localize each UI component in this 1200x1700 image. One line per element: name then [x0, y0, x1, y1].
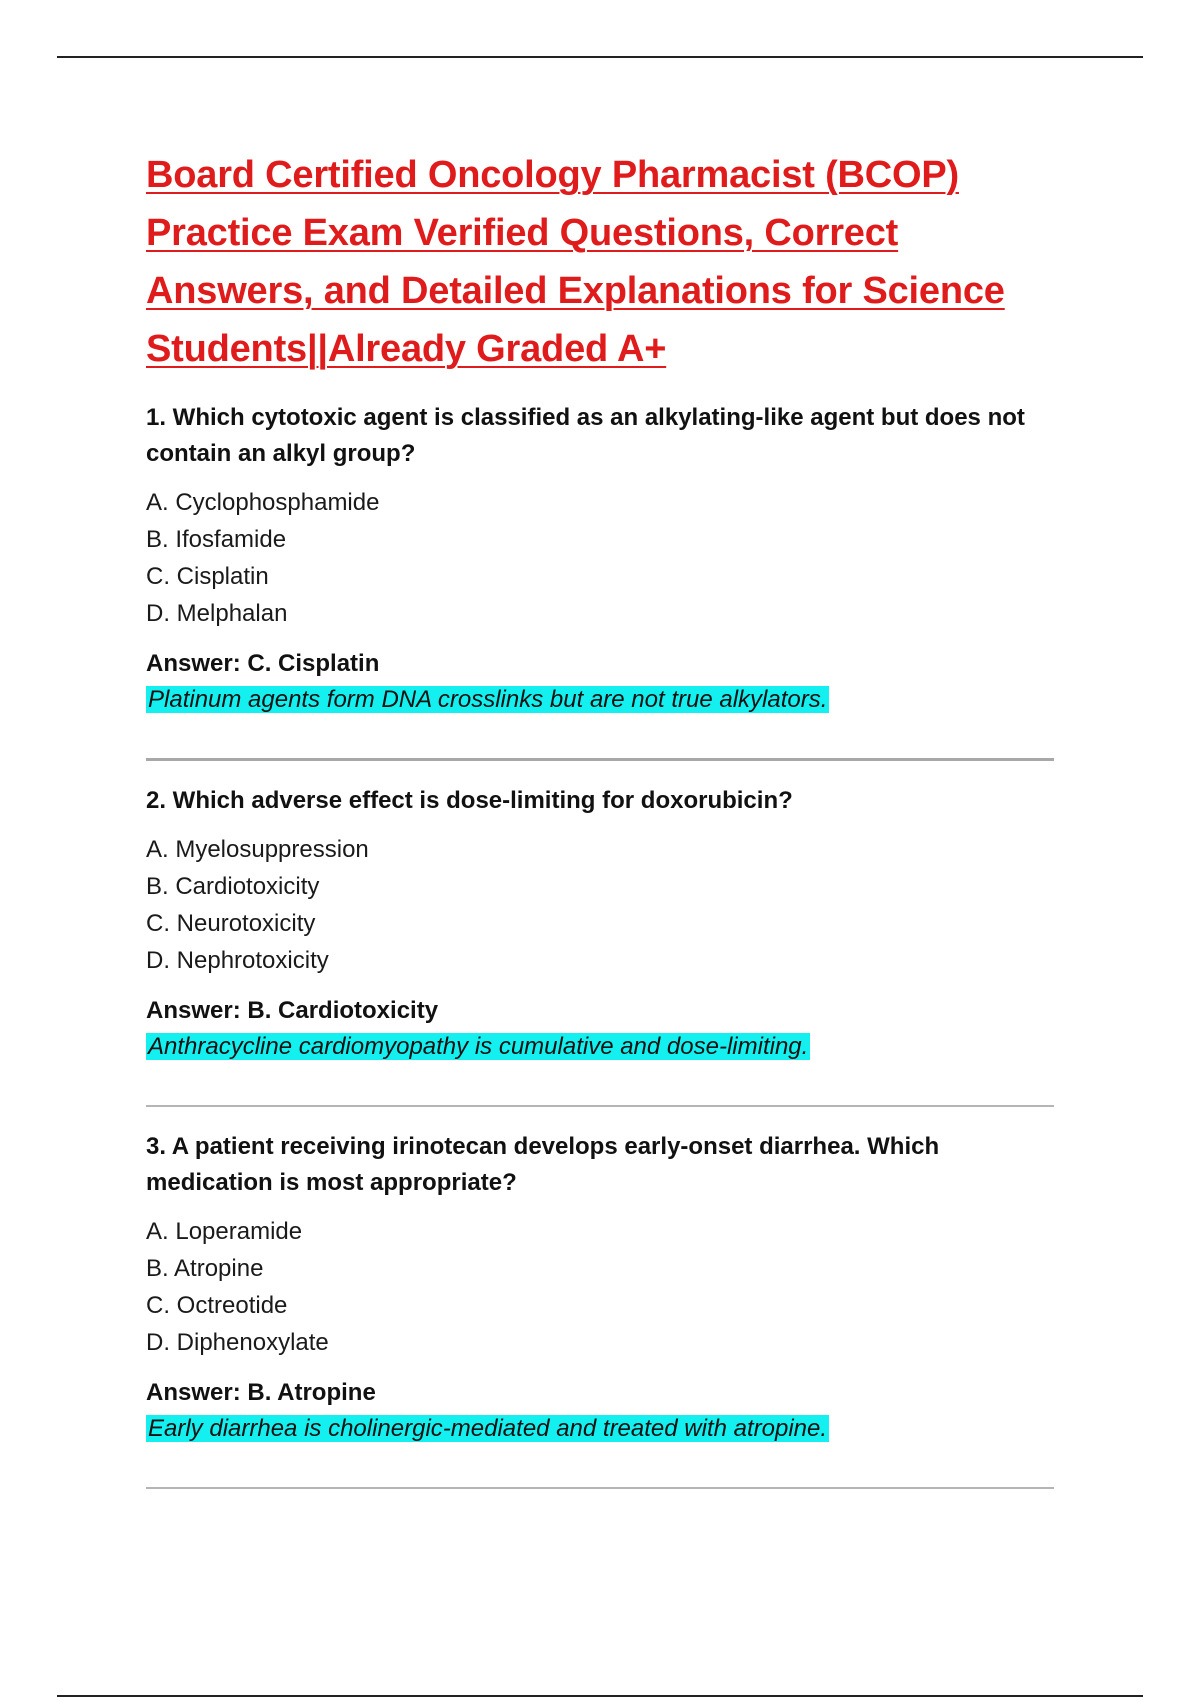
- question-1: [146, 400, 1066, 761]
- option-d: D. Nephrotoxicity: [146, 947, 329, 974]
- option-a: A. Cyclophosphamide: [146, 489, 380, 516]
- option-c: C. Cisplatin: [146, 563, 269, 590]
- document-title: Board Certified Oncology Pharmacist (BCOP) Practice Exam Verified Questions, Correct Answers, and Detailed Explanations for Science Students||Already Graded A+: [146, 154, 1005, 370]
- explanation: [146, 682, 1066, 718]
- question-text: 1. Which cytotoxic agent is classified as an alkylating-like agent but does not contain an alkyl group?: [146, 404, 1025, 467]
- answer-line: Answer: B. Cardiotoxicity: [146, 997, 439, 1024]
- option-c: C. Octreotide: [146, 1292, 288, 1319]
- option-b: B. Atropine: [146, 1255, 264, 1282]
- option-b: B. Cardiotoxicity: [146, 873, 320, 900]
- option-a: A. Loperamide: [146, 1218, 303, 1245]
- question-text: 3. A patient receiving irinotecan develops early-onset diarrhea. Which medication is most appropriate?: [146, 1133, 940, 1196]
- section-divider: [146, 1487, 1054, 1489]
- option-b: B. Ifosfamide: [146, 526, 287, 553]
- highlighted-explanation: Platinum agents form DNA crosslinks but are not true alkylators.: [148, 686, 828, 713]
- question-2: [146, 783, 1066, 1107]
- highlighted-explanation: Anthracycline cardiomyopathy is cumulative and dose-limiting.: [148, 1033, 809, 1060]
- answer-options: [146, 1213, 1066, 1361]
- highlighted-explanation: Early diarrhea is cholinergic-mediated and treated with atropine.: [148, 1415, 828, 1442]
- section-divider: [146, 1105, 1054, 1107]
- option-c: C. Neurotoxicity: [146, 910, 316, 937]
- answer-options: [146, 484, 1066, 632]
- answer-line: Answer: B. Atropine: [146, 1379, 376, 1406]
- question-text: 2. Which adverse effect is dose-limiting for doxorubicin?: [146, 787, 793, 814]
- question-3: [146, 1129, 1066, 1489]
- option-d: D. Melphalan: [146, 600, 288, 627]
- option-d: D. Diphenoxylate: [146, 1329, 329, 1356]
- answer-options: [146, 831, 1066, 979]
- page-top-rule: [57, 56, 1143, 58]
- section-divider: [146, 758, 1054, 761]
- explanation: [146, 1029, 1066, 1065]
- answer-line: Answer: C. Cisplatin: [146, 650, 380, 677]
- document-body: [146, 146, 1066, 1489]
- explanation: [146, 1411, 1066, 1447]
- option-a: A. Myelosuppression: [146, 836, 369, 863]
- page-bottom-rule: [57, 1695, 1143, 1697]
